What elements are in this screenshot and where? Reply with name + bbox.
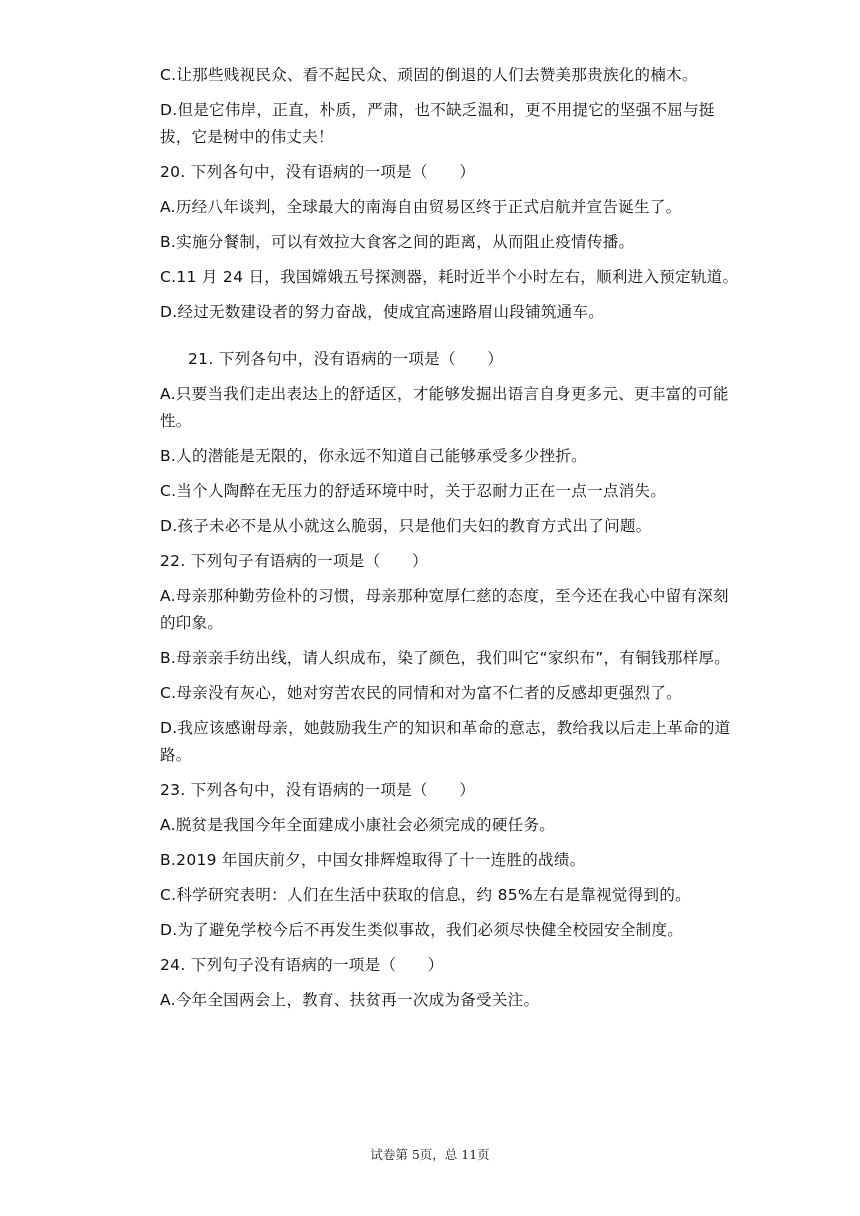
option-line: C.当个人陶醉在无压力的舒适环境中时，关于忍耐力正在一点一点消失。 — [160, 482, 667, 500]
option-line: D.我应该感谢母亲，她鼓励我生产的知识和革命的意志，教给我以后走上革命的道路。 — [160, 719, 731, 764]
option-line: C.母亲没有灰心，她对穷苦农民的同情和对为富不仁者的反感却更强烈了。 — [160, 684, 682, 702]
page-footer: 试卷第 5页，总 11页 — [370, 1147, 490, 1162]
option-line: D.但是它伟岸，正直，朴质，严肃，也不缺乏温和，更不用提它的坚强不屈与挺拔，它是树中的伟丈夫！ — [160, 101, 715, 146]
option-line: D.为了避免学校今后不再发生类似事故，我们必须尽快健全校园安全制度。 — [160, 921, 684, 939]
option-line: A.历经八年谈判，全球最大的南海自由贸易区终于正式启航并宣告诞生了。 — [160, 198, 682, 216]
option-line: B.母亲亲手纺出线，请人织成布，染了颜色，我们叫它“家织布”，有铜钱那样厚。 — [160, 649, 731, 667]
option-line: A.母亲那种勤劳俭朴的习惯，母亲那种宽厚仁慈的态度，至今还在我心中留有深刻的印象。 — [160, 587, 729, 632]
option-line: D.孩子未必不是从小就这么脆弱，只是他们夫妇的教育方式出了问题。 — [160, 517, 652, 535]
option-line: C.11 月 24 日，我国嫦娥五号探测器，耗时近半个小时左右，顺利进入预定轨道。 — [160, 268, 739, 286]
option-line: A.今年全国两会上，教育、扶贫再一次成为备受关注。 — [160, 991, 540, 1009]
option-line: A.脱贫是我国今年全面建成小康社会必须完成的硬任务。 — [160, 816, 556, 834]
option-line: B.实施分餐制，可以有效拉大食客之间的距离，从而阻止疫情传播。 — [160, 233, 635, 251]
question-content — [160, 62, 740, 1022]
question-stem: 20. 下列各句中，没有语病的一项是（ ） — [160, 163, 476, 181]
option-line: C.科学研究表明：人们在生活中获取的信息，约 85%左右是靠视觉得到的。 — [160, 886, 691, 904]
option-line: A.只要当我们走出表达上的舒适区，才能够发掘出语言自身更多元、更丰富的可能性。 — [160, 385, 729, 430]
question-stem: 21. 下列各句中，没有语病的一项是（ ） — [188, 350, 504, 368]
option-line: B.2019 年国庆前夕，中国女排辉煌取得了十一连胜的战绩。 — [160, 851, 586, 869]
option-line: B.人的潜能是无限的，你永远不知道自己能够承受多少挫折。 — [160, 447, 587, 465]
question-stem: 24. 下列句子没有语病的一项是（ ） — [160, 956, 444, 974]
option-line: C.让那些贱视民众、看不起民众、顽固的倒退的人们去赞美那贵族化的楠木。 — [160, 66, 698, 84]
option-line: D.经过无数建设者的努力奋战，使成宜高速路眉山段铺筑通车。 — [160, 303, 605, 321]
question-stem: 23. 下列各句中，没有语病的一项是（ ） — [160, 781, 476, 799]
question-stem: 22. 下列句子有语病的一项是（ ） — [160, 552, 428, 570]
